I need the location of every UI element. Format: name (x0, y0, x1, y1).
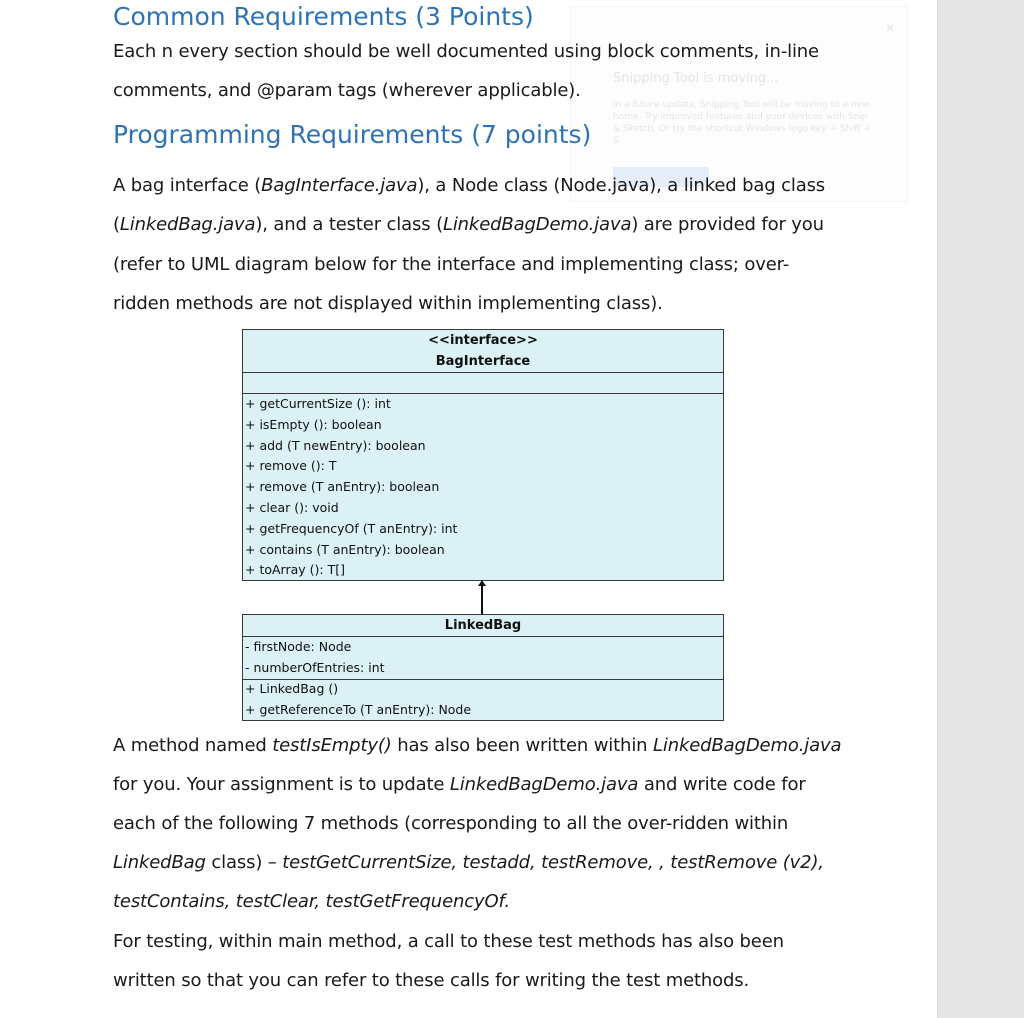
uml-method: + toArray (): T[] (245, 562, 345, 578)
uml-field: - firstNode: Node (245, 639, 352, 654)
intro-line-1: A bag interface (BagInterface.java), a Node class (Node.java), a linked bag class (113, 175, 826, 196)
common-para-line-1: Each n every section should be well documented using block comments, in-line (113, 41, 819, 62)
method-para-line-1: A method named testIsEmpty() has also been written within LinkedBagDemo.java (113, 735, 842, 756)
uml-method: + contains (T anEntry): boolean (245, 541, 445, 557)
uml-class-box (242, 614, 724, 721)
method-para-line-3: each of the following 7 methods (corresponding to all the over-ridden within (113, 813, 789, 834)
uml-arrow-head-icon (478, 580, 486, 586)
uml-class-name: LinkedBag (444, 618, 522, 633)
notification-title: Snipping Tool is moving... (613, 71, 779, 86)
uml-method: + add (T newEntry): boolean (245, 437, 426, 453)
notification-body: In a future update, Snipping Tool will be moving to a new home. Try improved features and your devices with Snip & Sketch. Or try the shortcut Windows logo key + Shift + S. (613, 100, 871, 146)
uml-interface-methods (245, 394, 457, 581)
heading-common-requirements: Common Requirements (3 Points) (113, 2, 534, 31)
uml-method: + getCurrentSize (): int (245, 396, 391, 411)
uml-class-methods (245, 679, 471, 721)
uml-method: + remove (T anEntry): boolean (245, 479, 440, 495)
uml-divider (243, 372, 723, 373)
uml-interface-stereotype: <<interface>> (428, 333, 538, 348)
uml-method: + clear (): void (245, 499, 339, 515)
uml-class-fields (245, 637, 385, 679)
snipping-tool-notification (570, 6, 908, 202)
intro-line-2: (LinkedBag.java), and a tester class (LinkedBagDemo.java) are provided for you (113, 214, 824, 235)
uml-method: + isEmpty (): boolean (245, 416, 382, 432)
uml-realization-line (481, 583, 483, 614)
common-para-line-2: comments, and @param tags (wherever applicable). (113, 80, 581, 101)
uml-interface-name: BagInterface (435, 354, 531, 369)
testing-para-line-1: For testing, within main method, a call to these test methods has also been (113, 931, 784, 952)
uml-method: + getFrequencyOf (T anEntry): int (245, 520, 458, 536)
close-icon[interactable]: ✕ (884, 21, 895, 35)
uml-method: + getReferenceTo (T anEntry): Node (245, 701, 472, 717)
testing-para-line-2: written so that you can refer to these calls for writing the test methods. (113, 970, 750, 991)
uml-method: + remove (): T (245, 458, 337, 474)
uml-interface-box (242, 329, 724, 581)
method-para-line-5: testContains, testClear, testGetFrequencyOf. (113, 891, 510, 912)
heading-programming-requirements: Programming Requirements (7 points) (113, 120, 592, 149)
intro-line-4: ridden methods are not displayed within implementing class). (113, 293, 663, 314)
uml-field: - numberOfEntries: int (245, 659, 385, 675)
method-para-line-2: for you. Your assignment is to update LinkedBagDemo.java and write code for (113, 774, 806, 795)
intro-line-3: (refer to UML diagram below for the interface and implementing class; over- (113, 254, 790, 275)
method-para-line-4: LinkedBag class) – testGetCurrentSize, testadd, testRemove, , testRemove (v2), (113, 852, 824, 873)
uml-method: + LinkedBag () (245, 681, 339, 696)
